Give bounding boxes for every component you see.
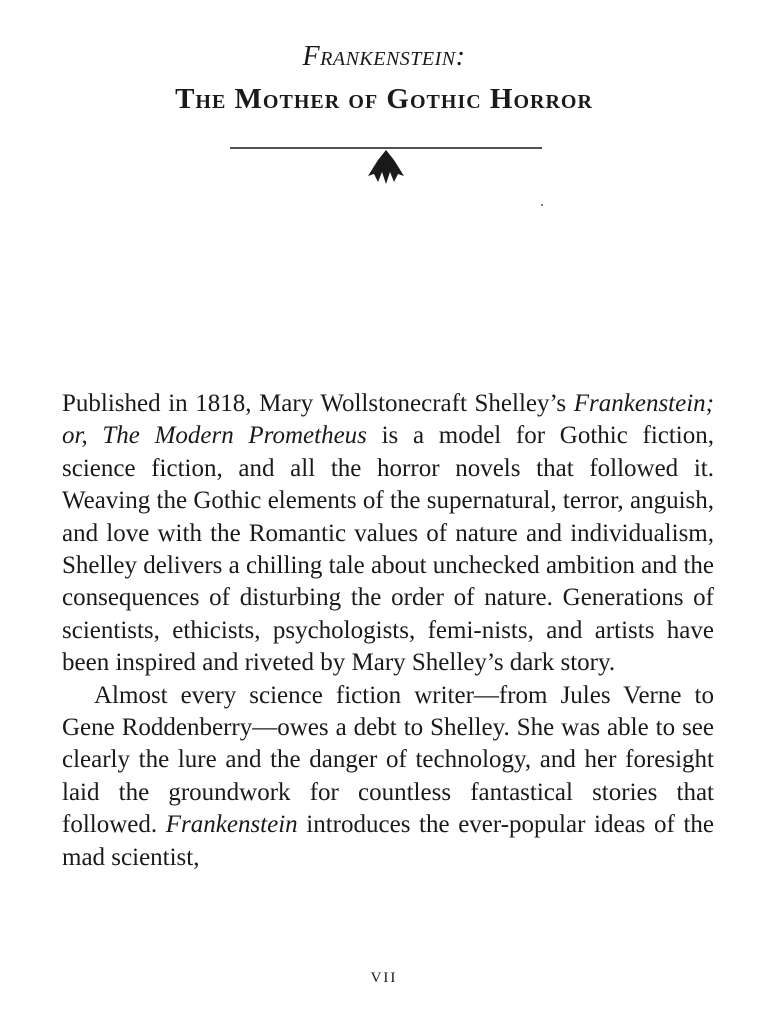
paragraph-text: Published in 1818, Mary Wollstonecraft Shelley’s — [62, 390, 574, 417]
paragraph-2 — [62, 680, 714, 874]
paragraph-1 — [62, 388, 714, 680]
italic-title-text: Frankenstein; or, The Modern Prometheus — [62, 390, 714, 450]
scan-speck — [541, 204, 543, 206]
book-title: Frankenstein: — [302, 41, 466, 72]
paragraph-text: introduces the ever-popular ideas of the mad scientist, — [62, 811, 715, 871]
chapter-title: The Mother of Gothic Horror — [175, 83, 593, 115]
body-text — [62, 388, 714, 874]
italic-title-text: Frankenstein — [165, 811, 298, 839]
fleuron-divider-icon — [228, 138, 544, 188]
paragraph-text: Almost every science fiction writer—from Jules Verne to Gene Roddenberry—owes a debt to Shelley. She was able to see clearly the lure and the danger of technology, and her foresight laid the groundwork for countless fantastical stories that followed. — [62, 681, 714, 839]
page-header — [0, 40, 768, 116]
paragraph-text: is a model for Gothic fiction, science fiction, and all the horror novels that followed it. Weaving the Gothic elements of the supernatural, terror, anguish, and love with the Romantic values of nature and individualism, Shelley delivers a chilling tale about unchecked ambition and the consequences of disturbing the order of nature. Generations of scientists, ethicists, psychologists, femi-nists, and artists have been inspired and riveted by Mary Shelley’s dark story. — [62, 422, 714, 677]
page-number: VII — [370, 970, 398, 986]
